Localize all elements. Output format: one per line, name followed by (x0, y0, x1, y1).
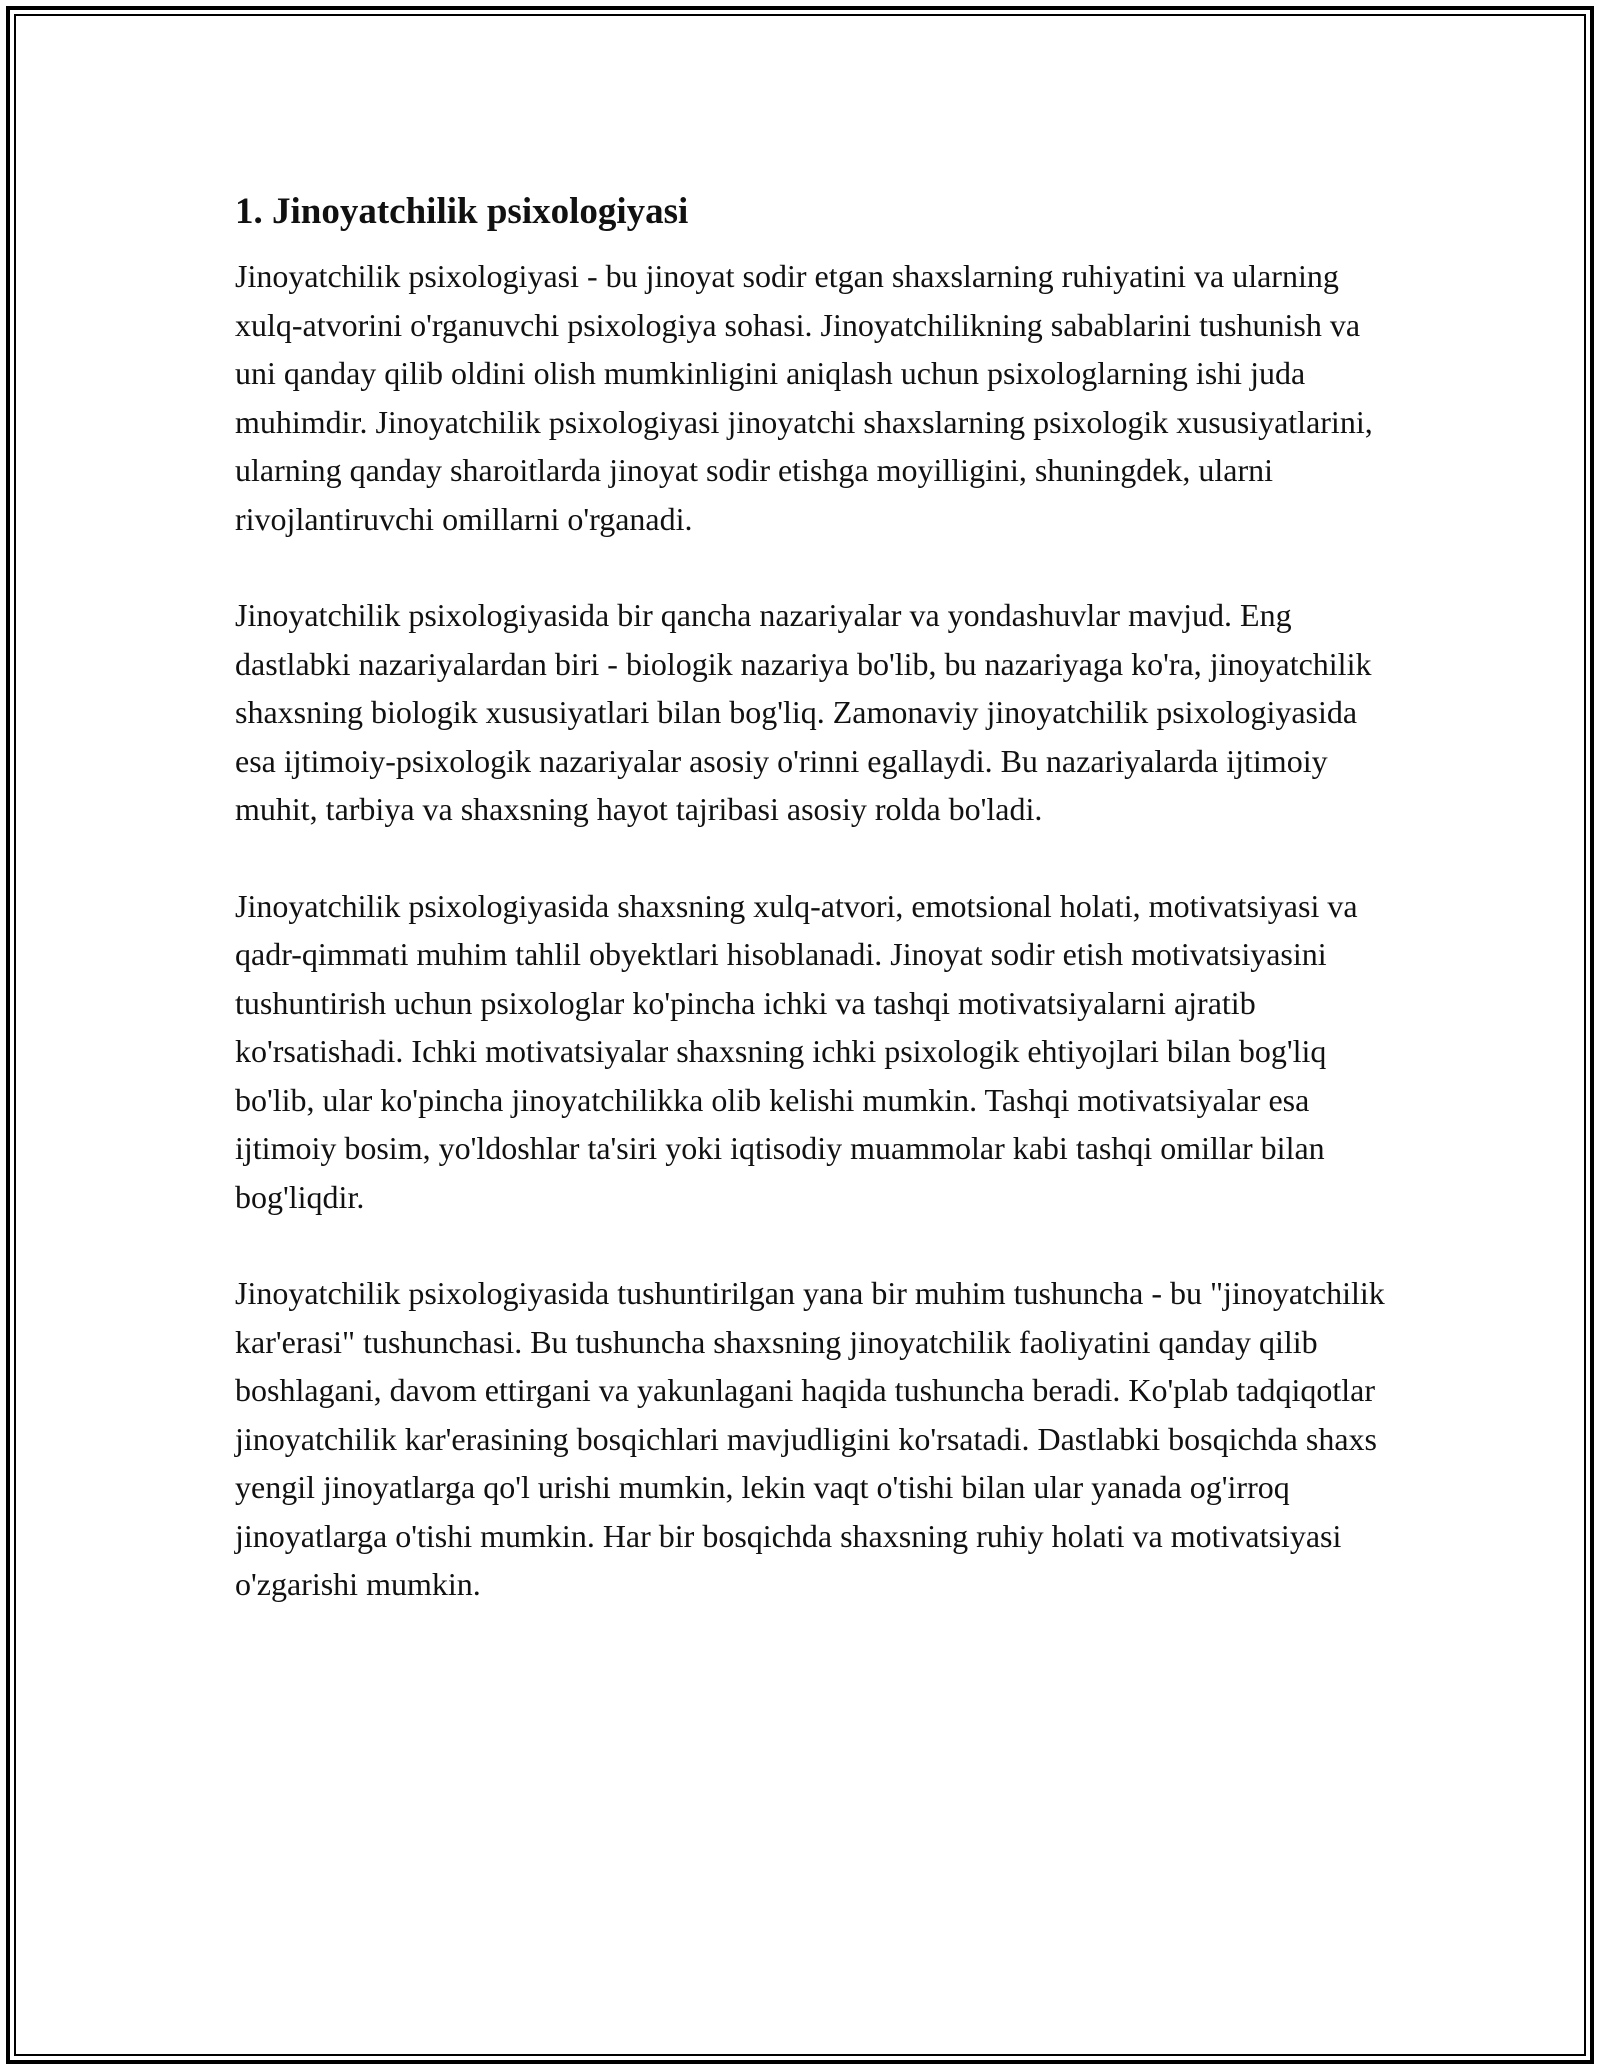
paragraph-1: Jinoyatchilik psixologiyasi - bu jinoyat sodir etgan shaxslarning ruhiyatini va ularning xulq-atvorini o'rganuvchi psixologiya sohasi. Jinoyatchilikning sabablarini tushunish va uni qanday qilib oldini olish mumkinligini aniqlash uchun psixologlarning ishi juda muhimdir. Jinoyatchilik psixologiyasi jinoyatchi shaxslarning psixologik xususiyatlarini, ularning qanday sharoitlarda jinoyat sodir etishga moyilligini, shuningdek, ularni rivojlantiruvchi omillarni o'rganadi. (235, 258, 1373, 537)
paragraph-3: Jinoyatchilik psixologiyasida shaxsning xulq-atvori, emotsional holati, motivatsiyasi va qadr-qimmati muhim tahlil obyektlari hisoblanadi. Jinoyat sodir etish motivatsiyasini tushuntirish uchun psixologlar ko'pincha ichki va tashqi motivatsiyalarni ajratib ko'rsatishadi. Ichki motivatsiyalar shaxsning ichki psixologik ehtiyojlari bilan bog'liq bo'lib, ular ko'pincha jinoyatchilikka olib kelishi mumkin. Tashqi motivatsiyalar esa ijtimoiy bosim, yo'ldoshlar ta'siri yoki iqtisodiy muammolar kabi tashqi omillar bilan bog'liqdir. (235, 887, 1358, 1215)
paragraph-2: Jinoyatchilik psixologiyasida bir qancha nazariyalar va yondashuvlar mavjud. Eng dastlabki nazariyalardan biri - biologik nazariya bo'lib, bu nazariyaga ko'ra, jinoyatchilik shaxsning biologik xususiyatlari bilan bog'liq. Zamonaviy jinoyatchilik psixologiyasida esa ijtimoiy-psixologik nazariyalar asosiy o'rinni egallaydi. Bu nazariyalarda ijtimoiy muhit, tarbiya va shaxsning hayot tajribasi asosiy rolda bo'ladi. (235, 597, 1372, 827)
section-heading: 1. Jinoyatchilik psixologiyasi (235, 191, 689, 232)
paragraph-4: Jinoyatchilik psixologiyasida tushuntirilgan yana bir muhim tushuncha - bu "jinoyatchilik kar'erasi" tushunchasi. Bu tushuncha shaxsning jinoyatchilik faoliyatini qanday qilib boshlagani, davom ettirgani va yakunlagani haqida tushuncha beradi. Ko'plab tadqiqotlar jinoyatchilik kar'erasining bosqichlari mavjudligini ko'rsatadi. Dastlabki bosqichda shaxs yengil jinoyatlarga qo'l urishi mumkin, lekin vaqt o'tishi bilan ular yanada og'irroq jinoyatlarga o'tishi mumkin. Har bir bosqichda shaxsning ruhiy holati va motivatsiyasi o'zgarishi mumkin. (235, 1275, 1385, 1602)
document-body (235, 186, 1385, 1657)
